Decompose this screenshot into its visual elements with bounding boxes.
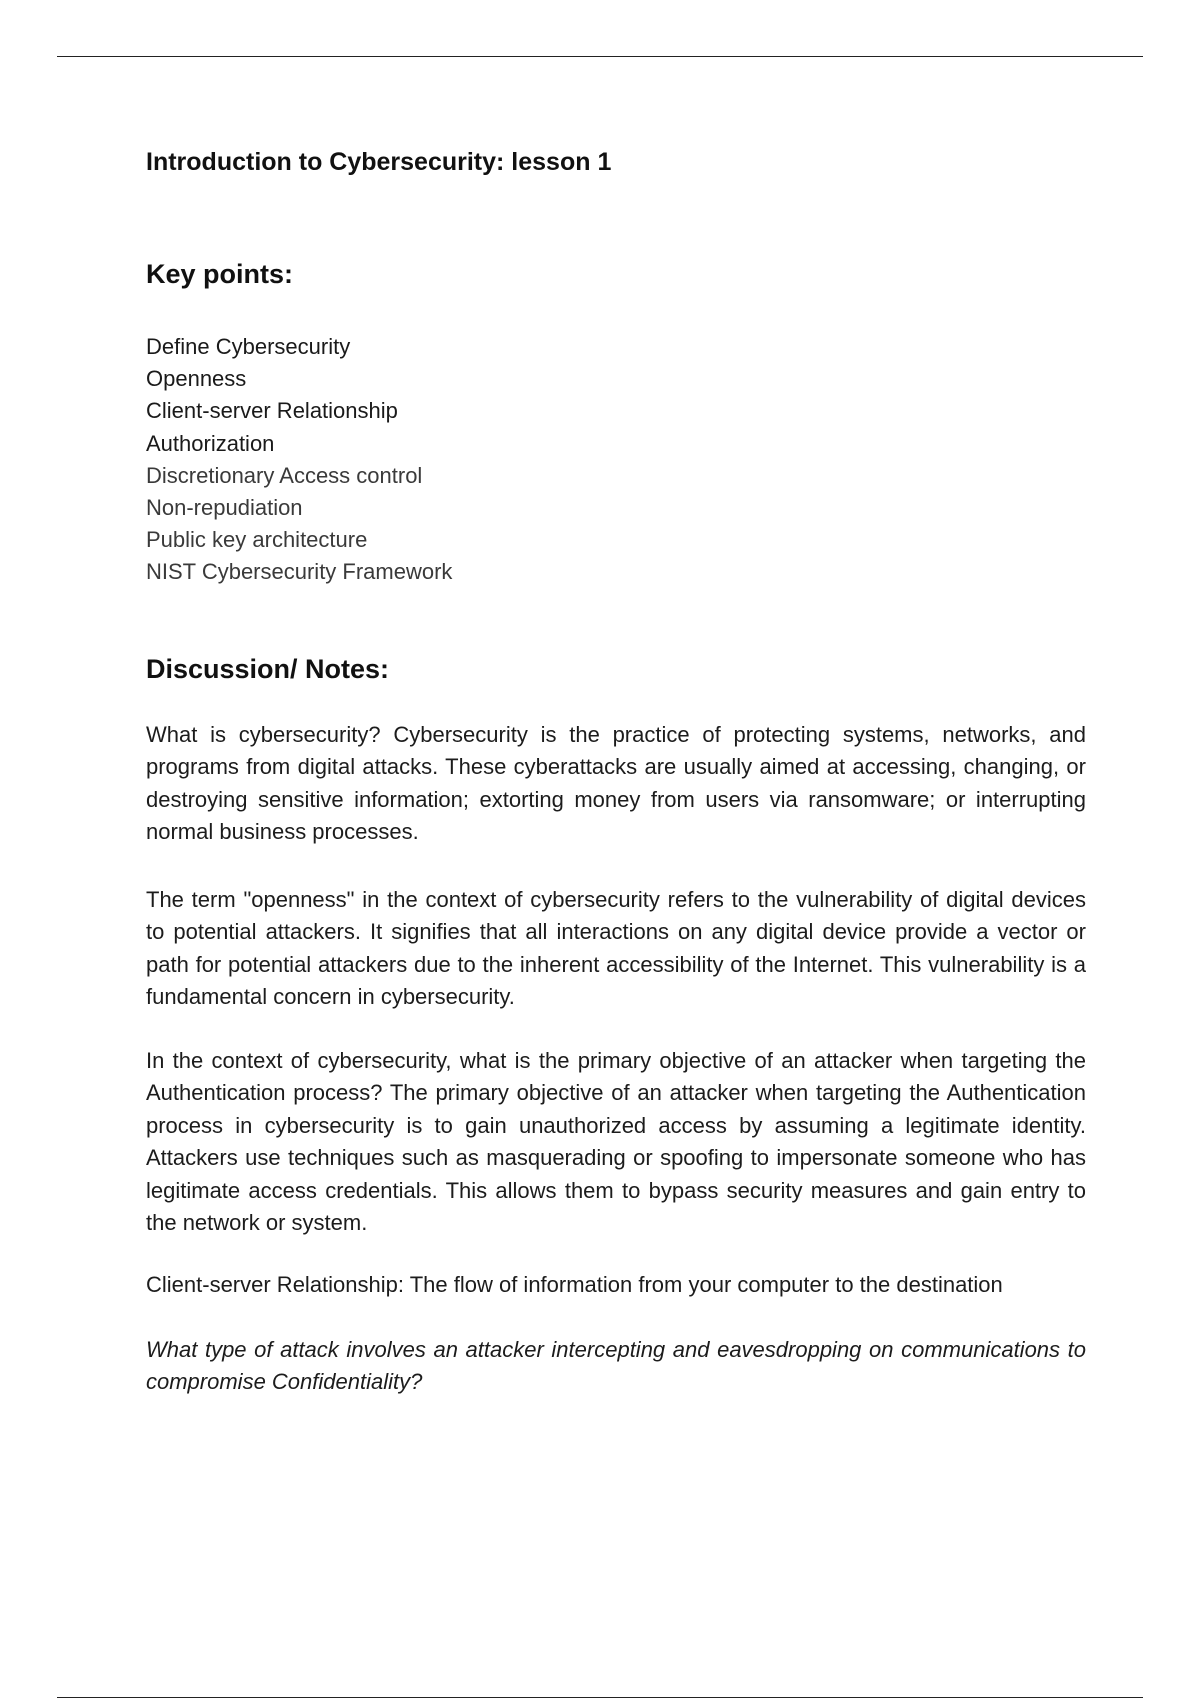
key-point-item: Openness [146,366,247,392]
key-point-item: Public key architecture [146,527,368,553]
paragraph-openness: The term "openness" in the context of cybersecurity refers to the vulnerability of digital devices to potential attackers. It signifies that all interactions on any digital device provide a vector or path for potential attackers due to the inherent accessibility of the Internet. This vulnerability is a fundamental concern in cybersecurity. [146,887,1086,1010]
key-point-item: NIST Cybersecurity Framework [146,559,453,585]
paragraph-question-confidentiality: What type of attack involves an attacker intercepting and eavesdropping on communications to compromise Confidentiality? [146,1337,1086,1395]
key-point-item: Non-repudiation [146,495,303,521]
key-points-list [146,331,452,589]
key-point-item: Discretionary Access control [146,462,423,488]
discussion-heading: Discussion/ Notes: [146,654,390,684]
key-point-item: Authorization [146,430,275,456]
paragraph-authentication: In the context of cybersecurity, what is the primary objective of an attacker when targeting the Authentication process? The primary objective of an attacker when targeting the Authentication process in cybersecurity is to gain unauthorized access by assuming a legitimate identity. Attackers use techniques such as masquerading or spoofing to impersonate someone who has legitimate access credentials. This allows them to bypass security measures and gain entry to the network or system. [146,1048,1086,1236]
key-points-heading: Key points: [146,259,294,289]
key-point-item: Define Cybersecurity [146,334,351,359]
key-point-item: Client-server Relationship [146,398,398,424]
top-rule [57,56,1143,57]
document-title: Introduction to Cybersecurity: lesson 1 [146,148,612,176]
bottom-rule [57,1697,1143,1698]
paragraph-client-server: Client-server Relationship: The flow of information from your computer to the destination [146,1272,1003,1297]
paragraph-define-cybersecurity: What is cybersecurity? Cybersecurity is the practice of protecting systems, networks, and programs from digital attacks. These cyberattacks are usually aimed at accessing, changing, or destroying sensitive information; extorting money from users via ransomware; or interrupting normal business processes. [146,722,1086,845]
